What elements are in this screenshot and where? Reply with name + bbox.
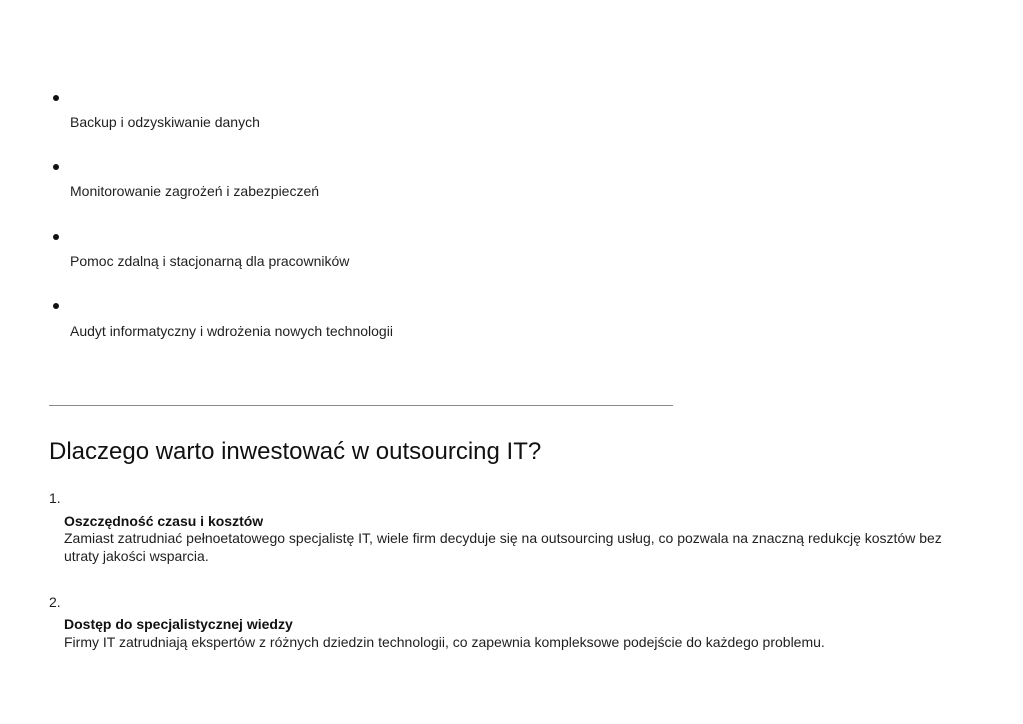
section-divider xyxy=(49,405,673,406)
bullet-icon xyxy=(53,95,59,101)
list-item-label: Monitorowanie zagrożeń i zabezpieczeń xyxy=(70,183,320,199)
list-number: 1. xyxy=(49,490,61,506)
list-item-label: Backup i odzyskiwanie danych xyxy=(70,114,260,130)
list-item-label: Pomoc zdalną i stacjonarną dla pracowników xyxy=(70,253,350,269)
benefit-title: Dostęp do specjalistycznej wiedzy xyxy=(64,616,293,632)
list-item-label: Audyt informatyczny i wdrożenia nowych technologii xyxy=(70,323,393,339)
bullet-icon xyxy=(53,303,59,309)
bullet-icon xyxy=(53,234,59,240)
list-number: 2. xyxy=(49,594,61,610)
bullet-icon xyxy=(53,164,59,170)
benefit-title: Oszczędność czasu i kosztów xyxy=(64,513,264,529)
benefit-description: Firmy IT zatrudniają ekspertów z różnych dziedzin technologii, co zapewnia kompleksowe podejście do każdego problemu. xyxy=(64,634,825,650)
benefit-description: Zamiast zatrudniać pełnoetatowego specjalistę IT, wiele firm decyduje się na outsourcing usług, co pozwala na znaczną redukcję kosztów bez utraty jakości wsparcia. xyxy=(64,530,942,564)
section-heading: Dlaczego warto inwestować w outsourcing IT? xyxy=(49,438,542,465)
